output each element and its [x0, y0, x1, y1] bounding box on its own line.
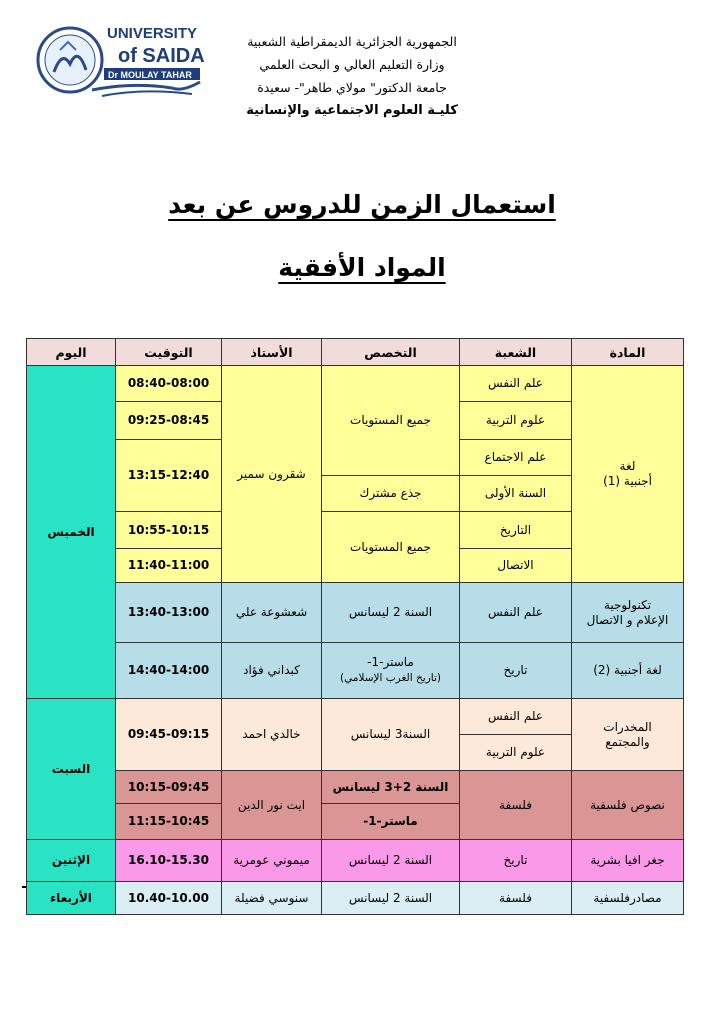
subject-cell: تكنولوجية الإعلام و الاتصال: [572, 583, 684, 643]
subject-cell: لغة أجنبية (1): [572, 366, 684, 583]
table-row: [27, 882, 684, 915]
teacher-cell: شعشوعة علي: [222, 583, 322, 643]
time-cell: 14:40-14:00: [116, 643, 222, 699]
time-cell: 13:40-13:00: [116, 583, 222, 643]
table-row: [27, 840, 684, 882]
page-subtitle: المواد الأفقية: [278, 253, 446, 282]
day-thursday: الخميس: [27, 366, 116, 699]
section-cell: علم الاجتماع: [460, 440, 572, 476]
specialty-cell: السنة 2 ليسانس: [322, 583, 460, 643]
header-teacher: الأستاذ: [222, 339, 322, 366]
republic-name: الجمهورية الجزائرية الديمقراطية الشعبية: [247, 34, 457, 49]
time-cell: 10:55-10:15: [116, 512, 222, 549]
specialty-cell: جميع المستويات: [322, 366, 460, 476]
header-section: الشعبة: [460, 339, 572, 366]
time-cell: 16.10-15.30: [116, 840, 222, 882]
specialty-cell: ماستر-1-: [322, 804, 460, 840]
section-cell: تاريخ: [460, 643, 572, 699]
institution-header: [202, 30, 502, 122]
section-cell: علوم التربية: [460, 402, 572, 440]
time-cell: 11:15-10:45: [116, 804, 222, 840]
specialty-cell: السنة3 ليسانس: [322, 699, 460, 771]
specialty-cell: ماستر-1- (تاريخ الغرب الإسلامي): [322, 643, 460, 699]
ministry-name: وزارة التعليم العالي و البحث العلمي: [259, 57, 445, 72]
section-cell: فلسفة: [460, 771, 572, 840]
time-cell: 13:15-12:40: [116, 440, 222, 512]
teacher-cell: ايت نور الدين: [222, 771, 322, 840]
page-title: استعمال الزمن للدروس عن بعد: [168, 190, 556, 219]
table-row: [27, 366, 684, 402]
table-row: [27, 771, 684, 804]
specialty-cell: السنة 2 ليسانس: [322, 882, 460, 915]
time-cell: 10.40-10.00: [116, 882, 222, 915]
table-row: [27, 583, 684, 643]
subject-cell: المخدرات والمجتمع: [572, 699, 684, 771]
header-time: التوقيت: [116, 339, 222, 366]
schedule-table: [26, 338, 684, 915]
section-cell: علم النفس: [460, 583, 572, 643]
specialty-cell: جميع المستويات: [322, 512, 460, 583]
university-logo: [32, 20, 204, 104]
teacher-cell: خالدي احمد: [222, 699, 322, 771]
subject-cell: مصادرفلسفية: [572, 882, 684, 915]
teacher-cell: كبداني فؤاد: [222, 643, 322, 699]
day-wednesday: الأربعاء: [27, 882, 116, 915]
table-row: [27, 699, 684, 735]
header-subject: المادة: [572, 339, 684, 366]
teacher-cell: سنوسي فضيلة: [222, 882, 322, 915]
specialty-cell: جذع مشترك: [322, 476, 460, 512]
header-specialty: التخصص: [322, 339, 460, 366]
time-cell: 09:45-09:15: [116, 699, 222, 771]
subject-cell: نصوص فلسفية: [572, 771, 684, 840]
section-cell: السنة الأولى: [460, 476, 572, 512]
table-row: [27, 643, 684, 699]
specialty-cell: السنة 2 ليسانس: [322, 840, 460, 882]
time-cell: 08:40-08:00: [116, 366, 222, 402]
section-cell: تاريخ: [460, 840, 572, 882]
svg-text:Dr MOULAY TAHAR: Dr MOULAY TAHAR: [108, 70, 192, 80]
teacher-cell: ميموني عومرية: [222, 840, 322, 882]
faculty-name: كليـة العلوم الاجتماعية والإنسانية: [246, 103, 458, 118]
time-cell: 10:15-09:45: [116, 771, 222, 804]
time-cell: 11:40-11:00: [116, 549, 222, 583]
subject-cell: جغر افيا بشرية: [572, 840, 684, 882]
subject-cell: لغة أجنبية (2): [572, 643, 684, 699]
section-cell: فلسفة: [460, 882, 572, 915]
specialty-cell: السنة 2+3 ليسانس: [322, 771, 460, 804]
section-cell: علم النفس: [460, 699, 572, 735]
section-cell: الاتصال: [460, 549, 572, 583]
section-cell: علوم التربية: [460, 735, 572, 771]
section-cell: علم النفس: [460, 366, 572, 402]
svg-text:of SAIDA: of SAIDA: [118, 45, 204, 67]
teacher-cell: شقرون سمير: [222, 366, 322, 583]
table-header-row: [27, 339, 684, 366]
header-day: اليوم: [27, 339, 116, 366]
time-cell: 09:25-08:45: [116, 402, 222, 440]
day-saturday: السبت: [27, 699, 116, 840]
svg-text:UNIVERSITY: UNIVERSITY: [107, 25, 198, 42]
section-cell: التاريخ: [460, 512, 572, 549]
university-name: جامعة الدكتور" مولاي طاهر"- سعيدة: [257, 80, 447, 95]
day-monday: الإثنين: [27, 840, 116, 882]
